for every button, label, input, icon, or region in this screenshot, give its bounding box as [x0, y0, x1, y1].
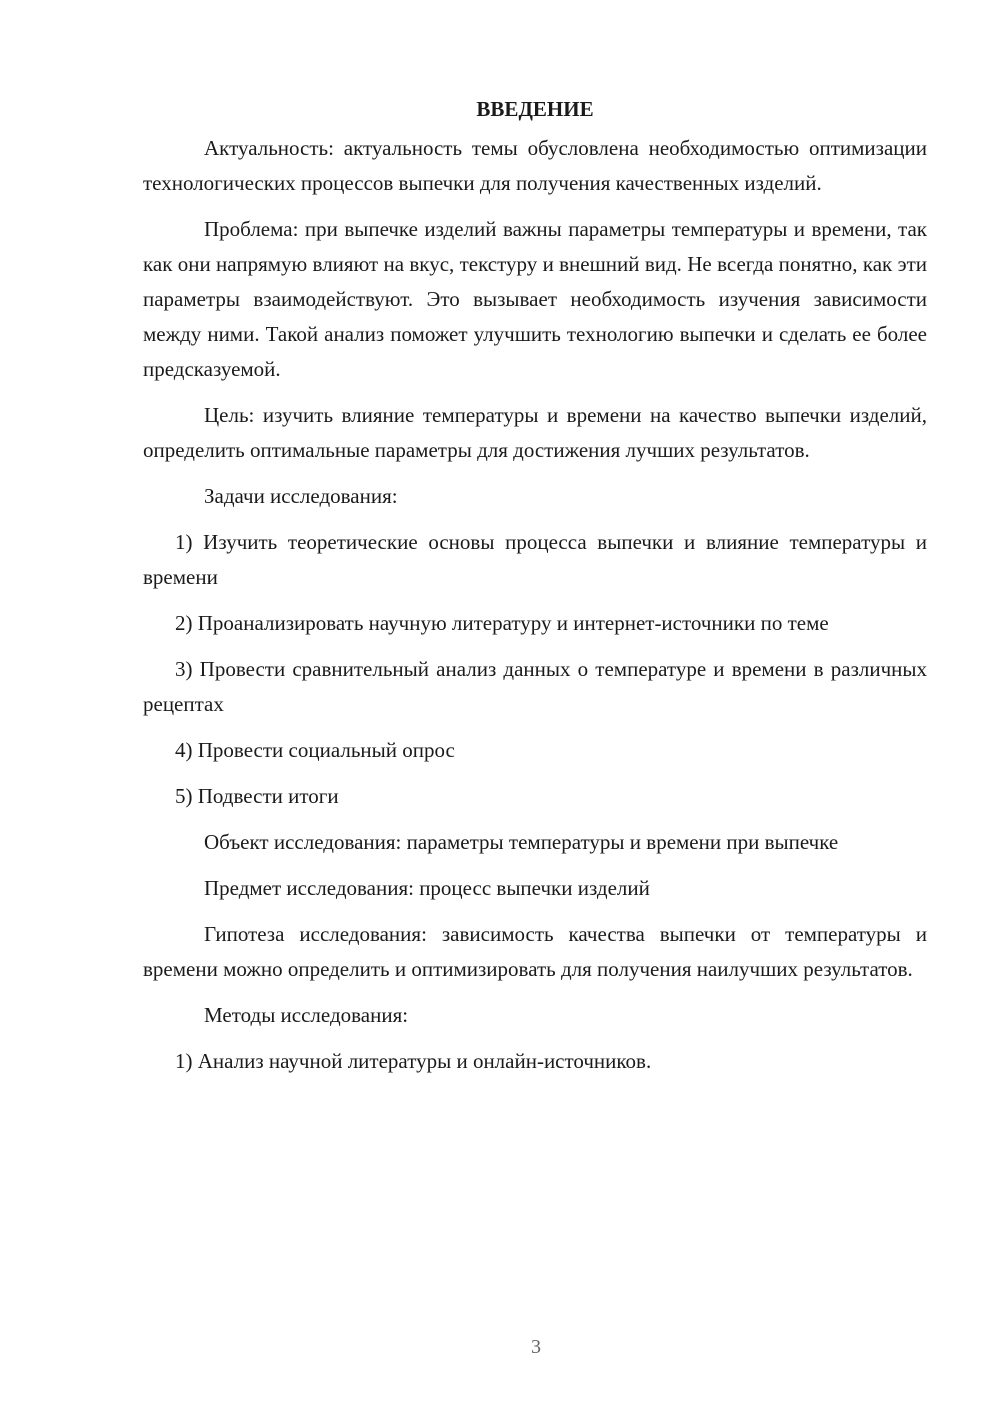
page-number: 3	[531, 1336, 541, 1358]
goal-paragraph: Цель: изучить влияние температуры и времени на качество выпечки изделий, определить оптимальные параметры для достижения лучших результатов.	[143, 403, 927, 462]
task-item-4: 4) Провести социальный опрос	[175, 738, 455, 762]
object-paragraph: Объект исследования: параметры температуры и времени при выпечке	[204, 830, 839, 854]
task-item-5: 5) Подвести итоги	[175, 784, 339, 808]
tasks-heading: Задачи исследования:	[204, 484, 398, 508]
hypothesis-paragraph: Гипотеза исследования: зависимость качества выпечки от температуры и времени можно определить и оптимизировать для получения наилучших результатов.	[143, 922, 927, 981]
subject-paragraph: Предмет исследования: процесс выпечки изделий	[204, 876, 650, 900]
task-item-1: 1) Изучить теоретические основы процесса выпечки и влияние температуры и времени	[143, 530, 927, 589]
section-title: ВВЕДЕНИЕ	[476, 97, 594, 121]
task-item-2: 2) Проанализировать научную литературу и интернет-источники по теме	[175, 611, 829, 635]
methods-heading: Методы исследования:	[204, 1003, 409, 1027]
task-item-3: 3) Провести сравнительный анализ данных о температуре и времени в различных рецептах	[143, 657, 927, 716]
page-content	[143, 92, 927, 1090]
method-item-1: 1) Анализ научной литературы и онлайн-источников.	[175, 1049, 652, 1073]
relevance-paragraph: Актуальность: актуальность темы обусловлена необходимостью оптимизации технологических процессов выпечки для получения качественных изделий.	[143, 136, 927, 195]
problem-paragraph: Проблема: при выпечке изделий важны параметры температуры и времени, так как они напрямую влияют на вкус, текстуру и внешний вид. Не всегда понятно, как эти параметры взаимодействуют. Это вызывает необходимость изучения зависимости между ними. Такой анализ поможет улучшить технологию выпечки и сделать ее более предсказуемой.	[143, 217, 927, 381]
